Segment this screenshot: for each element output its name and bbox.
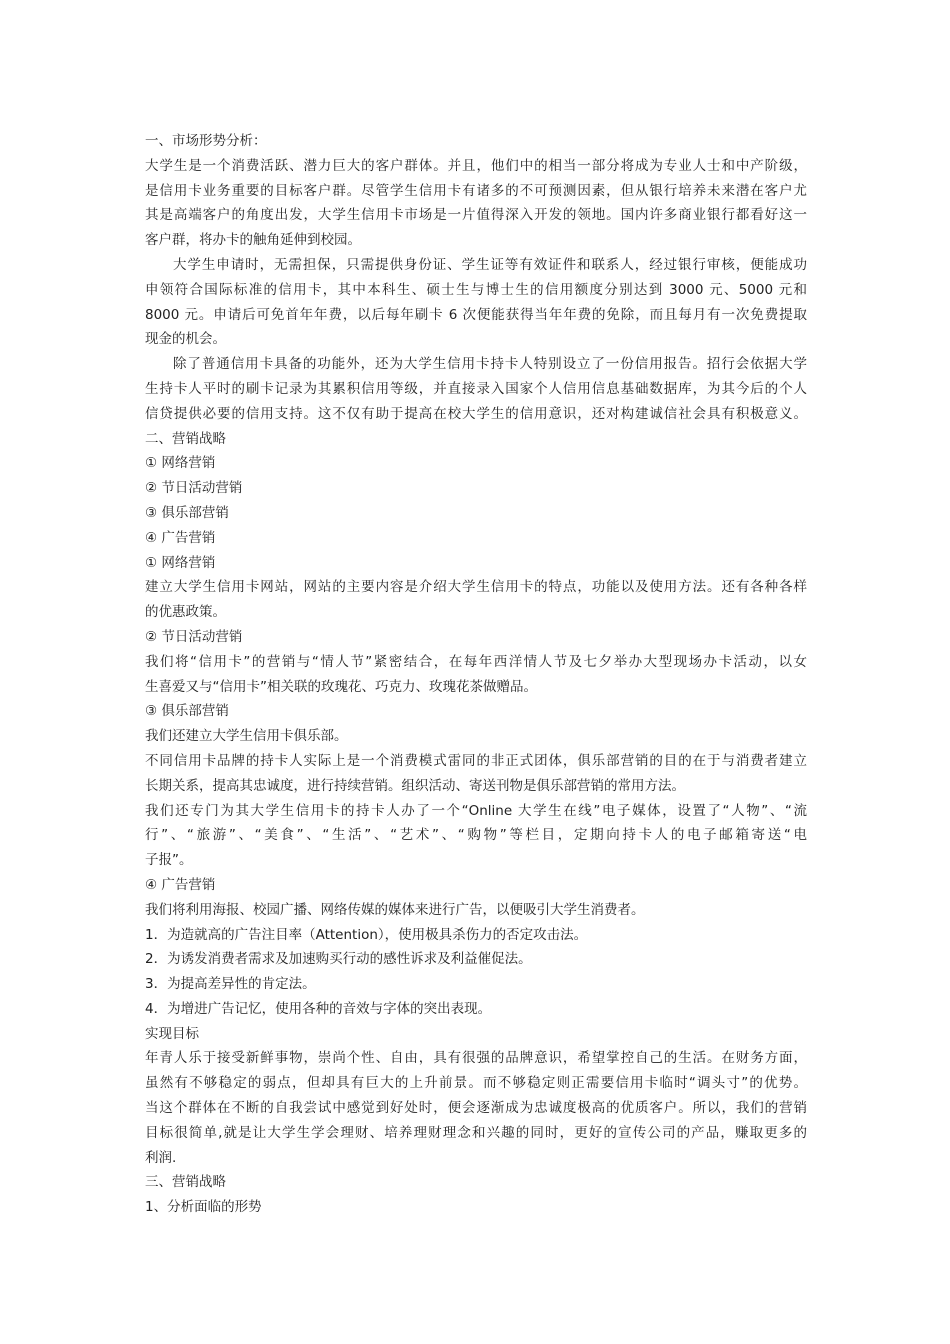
paragraph-line: 客户群，将办卡的触角延伸到校园。 bbox=[145, 232, 361, 249]
paragraph-line: 目标很简单,就是让大学生学会理财、培养理财理念和兴趣的同时，更好的宣传公司的产品，赚取更多的 bbox=[145, 1124, 807, 1141]
paragraph-line: 我们将利用海报、校园广播、网络传媒的媒体来进行广告，以便吸引大学生消费者。 bbox=[145, 901, 645, 918]
numbered-item: 3．为提高差异性的肯定法。 bbox=[145, 976, 316, 993]
paragraph-line: 生喜爱又与“信用卡”相关联的玫瑰花、巧克力、玫瑰花茶做赠品。 bbox=[145, 678, 537, 695]
section-heading: 二、营销战略 bbox=[145, 430, 226, 447]
list-item: ③ 俱乐部营销 bbox=[145, 504, 229, 521]
paragraph-line: 子报”。 bbox=[145, 852, 193, 869]
subsection-heading: 1、分析面临的形势 bbox=[145, 1199, 262, 1216]
paragraph-line: 生持卡人平时的刷卡记录为其累积信用等级，并直接录入国家个人信用信息基础数据库，为其今后的个人 bbox=[145, 380, 807, 397]
numbered-item: 1．为造就高的广告注目率（Attention），使用极具杀伤力的否定攻击法。 bbox=[145, 926, 588, 943]
paragraph-line: 大学生申请时，无需担保，只需提供身份证、学生证等有效证件和联系人，经过银行审核，便能成功 bbox=[173, 256, 807, 273]
paragraph-line: 信贷提供必要的信用支持。这不仅有助于提高在校大学生的信用意识，还对构建诚信社会具有积极意义。 bbox=[145, 405, 807, 422]
paragraph-line: 不同信用卡品牌的持卡人实际上是一个消费模式雷同的非正式团体，俱乐部营销的目的在于与消费者建立 bbox=[145, 752, 807, 769]
paragraph-line: 我们还专门为其大学生信用卡的持卡人办了一个“Online 大学生在线”电子媒体，设置了“人物”、“流 bbox=[145, 802, 807, 819]
paragraph-line: 的优惠政策。 bbox=[145, 604, 226, 621]
paragraph-line: 申领符合国际标准的信用卡，其中本科生、硕士生与博士生的信用额度分别达到 3000 元、5000 元和 bbox=[145, 281, 807, 298]
paragraph-line: 当这个群体在不断的自我尝试中感觉到好处时，便会逐渐成为忠诚度极高的优质客户。所以，我们的营销 bbox=[145, 1100, 807, 1117]
numbered-item: 4．为增进广告记忆，使用各种的音效与字体的突出表现。 bbox=[145, 1000, 492, 1017]
paragraph-line: 8000 元。申请后可免首年年费，以后每年刷卡 6 次便能获得当年年费的免除，而且每月有一次免费提取 bbox=[145, 306, 807, 323]
paragraph-line: 年青人乐于接受新鲜事物，崇尚个性、自由，具有很强的品牌意识，希望掌控自己的生活。在财务方面， bbox=[145, 1050, 807, 1067]
paragraph-line: 行”、“旅游”、“美食”、“生活”、“艺术”、“购物”等栏目，定期向持卡人的电子邮箱寄送“电 bbox=[145, 827, 807, 844]
subsection-heading: ④ 广告营销 bbox=[145, 876, 216, 893]
subsection-heading: ② 节日活动营销 bbox=[145, 628, 243, 645]
paragraph-line: 除了普通信用卡具备的功能外，还为大学生信用卡持卡人特别设立了一份信用报告。招行会依据大学 bbox=[173, 356, 807, 373]
paragraph-line: 建立大学生信用卡网站，网站的主要内容是介绍大学生信用卡的特点，功能以及使用方法。还有各种各样 bbox=[145, 579, 807, 596]
paragraph-line: 其是高端客户的角度出发，大学生信用卡市场是一片值得深入开发的领地。国内许多商业银行都看好这一 bbox=[145, 207, 807, 224]
subsection-heading: ① 网络营销 bbox=[145, 554, 216, 571]
paragraph-line: 虽然有不够稳定的弱点，但却具有巨大的上升前景。而不够稳定则正需要信用卡临时“调头寸”的优势。 bbox=[145, 1075, 807, 1092]
list-item: ④ 广告营销 bbox=[145, 529, 216, 546]
list-item: ② 节日活动营销 bbox=[145, 480, 243, 497]
paragraph-line: 长期关系，提高其忠诚度，进行持续营销。组织活动、寄送刊物是俱乐部营销的常用方法。 bbox=[145, 777, 685, 794]
paragraph-line: 我们还建立大学生信用卡俱乐部。 bbox=[145, 728, 348, 745]
paragraph-line: 利润. bbox=[145, 1149, 177, 1166]
paragraph-line: 我们将“信用卡”的营销与“情人节”紧密结合，在每年西洋情人节及七夕举办大型现场办卡活动，以女 bbox=[145, 653, 807, 670]
document-body bbox=[145, 129, 807, 1220]
section-heading: 一、市场形势分析： bbox=[145, 133, 267, 149]
list-item: ① 网络营销 bbox=[145, 455, 216, 472]
numbered-item: 2．为诱发消费者需求及加速购买行动的感性诉求及利益催促法。 bbox=[145, 951, 532, 968]
paragraph-line: 大学生是一个消费活跃、潜力巨大的客户群体。并且，他们中的相当一部分将成为专业人士和中产阶级， bbox=[145, 157, 807, 174]
subsection-heading: ③ 俱乐部营销 bbox=[145, 703, 229, 720]
section-heading: 三、营销战略 bbox=[145, 1174, 226, 1191]
paragraph-line: 是信用卡业务重要的目标客户群。尽管学生信用卡有诸多的不可预测因素，但从银行培养未来潜在客户尤 bbox=[145, 182, 807, 199]
subsection-heading: 实现目标 bbox=[145, 1025, 199, 1042]
paragraph-line: 现金的机会。 bbox=[145, 331, 226, 348]
